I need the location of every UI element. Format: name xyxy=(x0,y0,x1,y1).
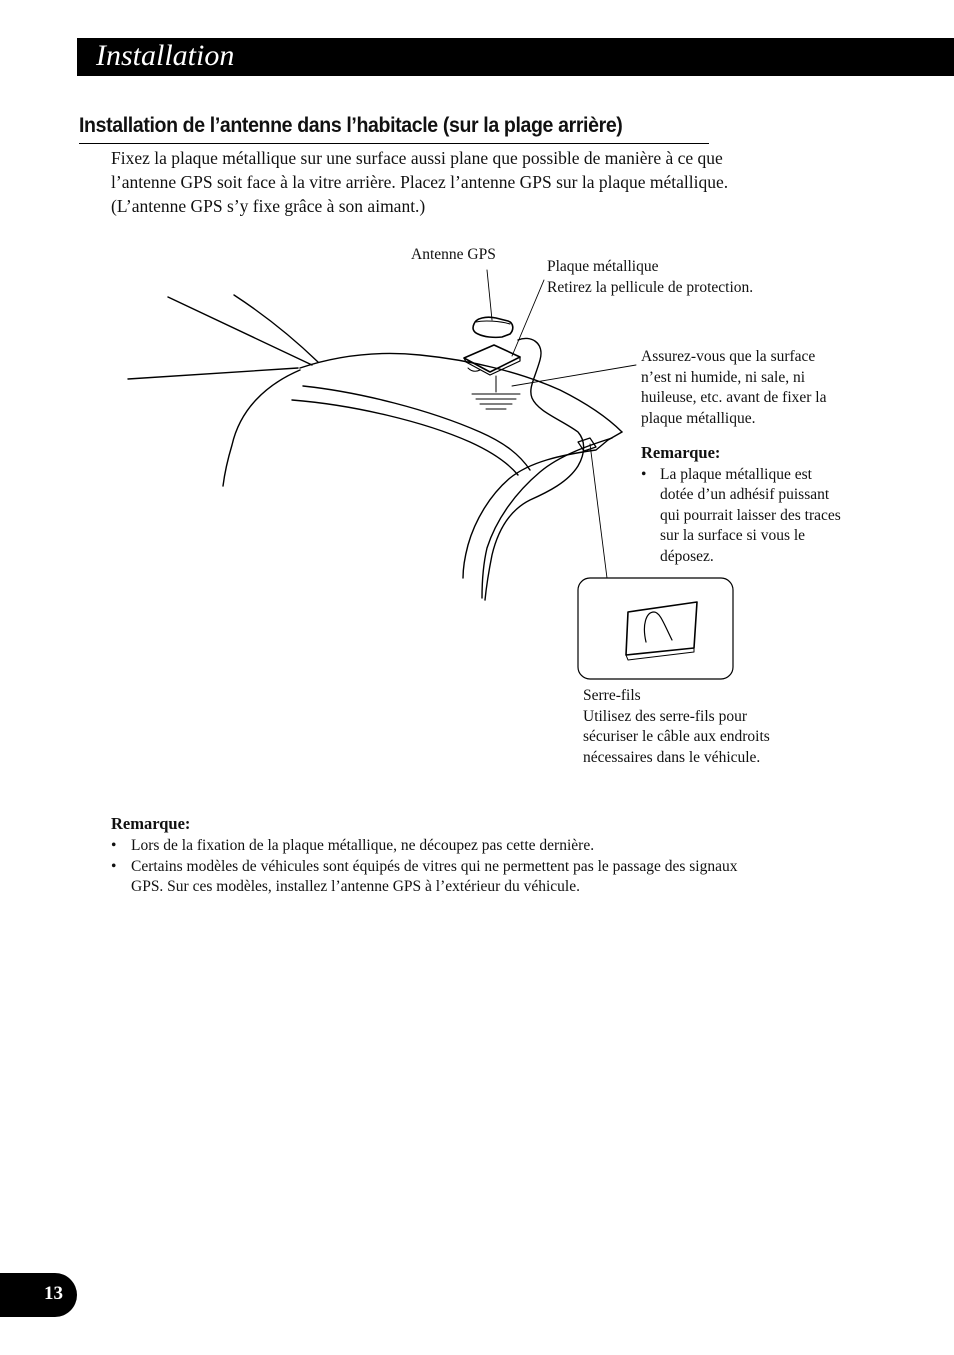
ground-surface-icon xyxy=(472,376,520,409)
remark-line: sur la surface si vous le xyxy=(660,527,806,544)
figure-remark-item xyxy=(641,465,881,568)
note-line: GPS. Sur ces modèles, installez l’antenne GPS à l’extérieur du véhicule. xyxy=(131,878,580,895)
surface-note xyxy=(641,347,827,429)
plate-note: Retirez la pellicule de protection. xyxy=(547,278,754,296)
intro-line: (L’antenne GPS s’y fixe grâce à son aimant.) xyxy=(111,196,426,216)
clamp-note-line: Utilisez des serre-fils pour xyxy=(583,707,747,725)
page-title: Installation xyxy=(96,39,235,72)
car-interior-outline xyxy=(128,295,622,600)
page-number: 13 xyxy=(44,1283,63,1304)
intro-line: Fixez la plaque métallique sur une surface aussi plane que possible de manière à ce que xyxy=(111,148,723,168)
metal-plate-icon xyxy=(464,345,520,375)
note-item: • Lors de la fixation de la plaque métallique, ne découpez pas cette dernière. xyxy=(111,836,871,857)
gps-antenna-icon xyxy=(473,317,513,337)
cable-clamp-inset xyxy=(578,578,733,679)
note-line: Certains modèles de véhicules sont équipés de vitres qui ne permettent pas le passage des signaux xyxy=(131,857,738,875)
surface-note-line: plaque métallique. xyxy=(641,409,756,427)
note-item xyxy=(111,857,871,898)
clamp-note-line: nécessaires dans le véhicule. xyxy=(583,748,761,766)
notes-title: Remarque: xyxy=(111,814,191,833)
notes-list xyxy=(111,836,871,898)
plate-label-block xyxy=(547,257,753,298)
surface-note-line: n’est ni humide, ni sale, ni xyxy=(641,368,806,386)
clamp-label: Serre-fils xyxy=(583,687,641,704)
surface-note-line: huileuse, etc. avant de fixer la xyxy=(641,389,827,406)
figure-remark-title: Remarque: xyxy=(641,443,721,462)
remark-line: dotée d’un adhésif puissant xyxy=(660,486,830,503)
figure-remark xyxy=(641,443,881,567)
intro-line: l’antenne GPS soit face à la vitre arrière. Placez l’antenne GPS sur la plaque métallique. xyxy=(111,172,729,192)
remark-line: qui pourrait laisser des traces xyxy=(660,506,841,524)
clamp-note xyxy=(583,686,770,768)
surface-note-line: Assurez-vous que la surface xyxy=(641,348,816,365)
section-heading: Installation de l’antenne dans l’habitacle (sur la plage arrière) xyxy=(79,114,623,137)
remark-line: déposez. xyxy=(660,547,714,565)
remark-line: La plaque métallique est xyxy=(660,465,812,483)
plate-label: Plaque métallique xyxy=(547,258,659,275)
antenna-label: Antenne GPS xyxy=(411,246,496,263)
page-number-tab xyxy=(0,1273,77,1317)
clamp-note-line: sécuriser le câble aux endroits xyxy=(583,728,770,745)
